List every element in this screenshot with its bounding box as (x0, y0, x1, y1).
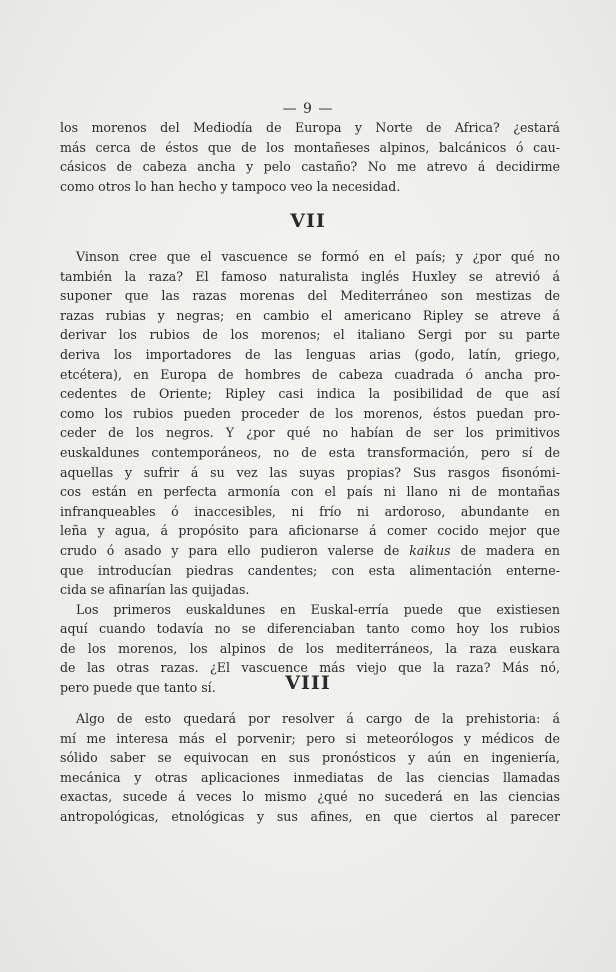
text-line: sólido saber se equivocan en sus pronósticos y aún en ingeniería, (60, 750, 560, 766)
text-line: deriva los importadores de las lenguas arias (godo, latín, griego, (60, 346, 560, 362)
text-line: de los morenos, los alpinos de los mediterráneos, la raza euskara (60, 640, 560, 656)
text-line: razas rubias y negras; en cambio el americano Ripley se atreve á (60, 307, 560, 323)
text-line: crudo ó asado y para ello pudieron valerse de kaikus de madera en (60, 542, 560, 558)
text-line: de las otras razas. ¿El vascuence más viejo que la raza? Más nó, (60, 660, 560, 676)
text-line: como otros lo han hecho y tampoco veo la necesidad. (60, 178, 401, 194)
text-line: cos están en perfecta armonía con el país ni llano ni de montañas (60, 484, 560, 500)
page-number: — 9 — (282, 101, 334, 117)
section-vii-body (60, 247, 560, 698)
text-line: aquellas y sufrir á su vez las suyas propias? Sus rasgos fisonómi- (60, 464, 560, 480)
section-heading-viii: VIII (285, 672, 331, 694)
text-line: antropológicas, etnológicas y sus afines, en que ciertos al parecer (60, 808, 560, 824)
text-line: cida se afinarían las quijadas. (60, 582, 250, 598)
section-viii-body (60, 709, 560, 827)
text-line: ceder de los negros. Y ¿por qué no habían de ser los primitivos (60, 425, 560, 441)
text-line: pero puede que tanto sí. (60, 680, 216, 696)
text-line: Vinson cree que el vascuence se formó en el país; y ¿por qué no (76, 249, 560, 264)
text-line: como los rubios pueden proceder de los morenos, éstos puedan pro- (60, 405, 560, 421)
text-line: leña y agua, á propósito para aficionarse á comer cocido mejor que (60, 523, 560, 539)
text-line: Algo de esto quedará por resolver á cargo de la prehistoria: á (76, 711, 560, 726)
text-line: euskaldunes contemporáneos, no de esta transformación, pero sí de (60, 444, 560, 460)
intro-paragraph (60, 118, 560, 196)
text-line: aquí cuando todavía no se diferenciaban tanto como hoy los rubios (60, 621, 560, 637)
text-line: los morenos del Mediodía de Europa y Norte de Africa? ¿estará (60, 120, 560, 135)
text-line: cásicos de cabeza ancha y pelo castaño? No me atrevo á decidirme (60, 159, 560, 175)
emphasis-word: kaikus (409, 542, 451, 558)
section-heading-vii: VII (290, 210, 326, 232)
text-line: Los primeros euskaldunes en Euskal-erría puede que existiesen (76, 601, 560, 617)
text-line: que introducían piedras candentes; con esta alimentación enterne- (60, 562, 560, 578)
text-line: derivar los rubios de los morenos; el italiano Sergi por su parte (60, 327, 560, 343)
text-line: exactas, sucede á veces lo mismo ¿qué no sucederá en las ciencias (60, 789, 560, 805)
text-line: etcétera), en Europa de hombres de cabeza cuadrada ó ancha pro- (60, 366, 560, 382)
text-line: mí me interesa más el porvenir; pero si meteorólogos y médicos de (60, 730, 560, 746)
text-line: cedentes de Oriente; Ripley casi indica la posibilidad de que así (60, 386, 560, 402)
text-line: más cerca de éstos que de los montañeses alpinos, balcánicos ó cau- (60, 139, 560, 155)
text-line: también la raza? El famoso naturalista inglés Huxley se atrevió á (60, 268, 560, 284)
text-line: infranqueables ó inaccesibles, ni frío ni ardoroso, abundante en (60, 503, 560, 519)
text-line: suponer que las razas morenas del Mediterráneo son mestizas de (60, 288, 560, 304)
text-line: mecánica y otras aplicaciones inmediatas de las ciencias llamadas (60, 769, 560, 785)
